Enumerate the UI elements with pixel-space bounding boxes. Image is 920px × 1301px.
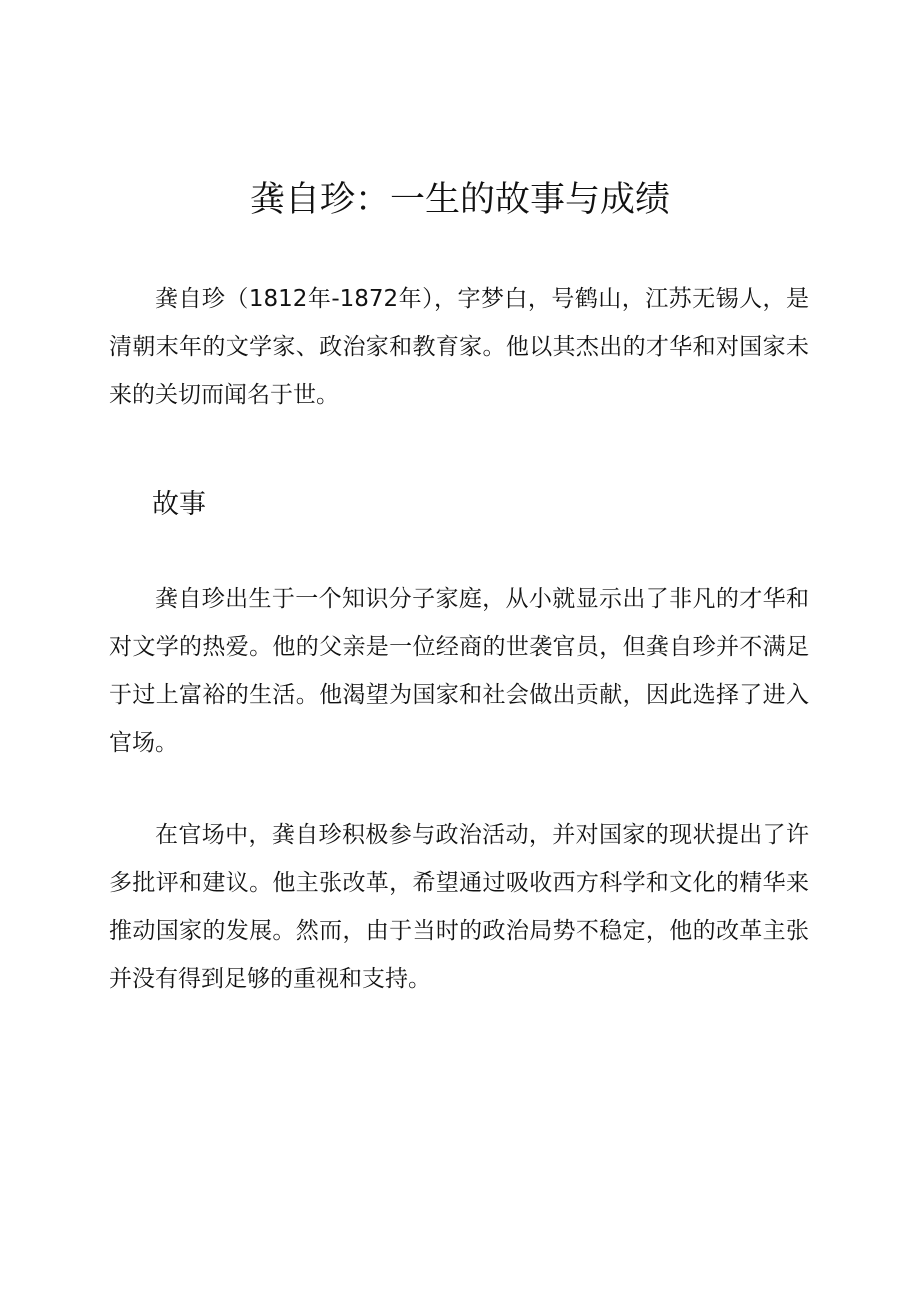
story-paragraph-1: 龚自珍出生于一个知识分子家庭，从小就显示出了非凡的才华和对文学的热爱。他的父亲是一位经商的世袭官员，但龚自珍并不满足于过上富裕的生活。他渴望为国家和社会做出贡献，因此选择了进入官场。 bbox=[109, 586, 809, 756]
document-title: 龚自珍：一生的故事与成绩 bbox=[249, 180, 670, 220]
story-paragraph-2: 在官场中，龚自珍积极参与政治活动，并对国家的现状提出了许多批评和建议。他主张改革，希望通过吸收西方科学和文化的精华来推动国家的发展。然而，由于当时的政治局势不稳定，他的改革主张并没有得到足够的重视和支持。 bbox=[109, 822, 809, 992]
intro-paragraph: 龚自珍（1812年-1872年），字梦白，号鹤山，江苏无锡人，是清朝末年的文学家、政治家和教育家。他以其杰出的才华和对国家未来的关切而闻名于世。 bbox=[109, 286, 809, 408]
section-heading-story: 故事 bbox=[152, 489, 206, 520]
